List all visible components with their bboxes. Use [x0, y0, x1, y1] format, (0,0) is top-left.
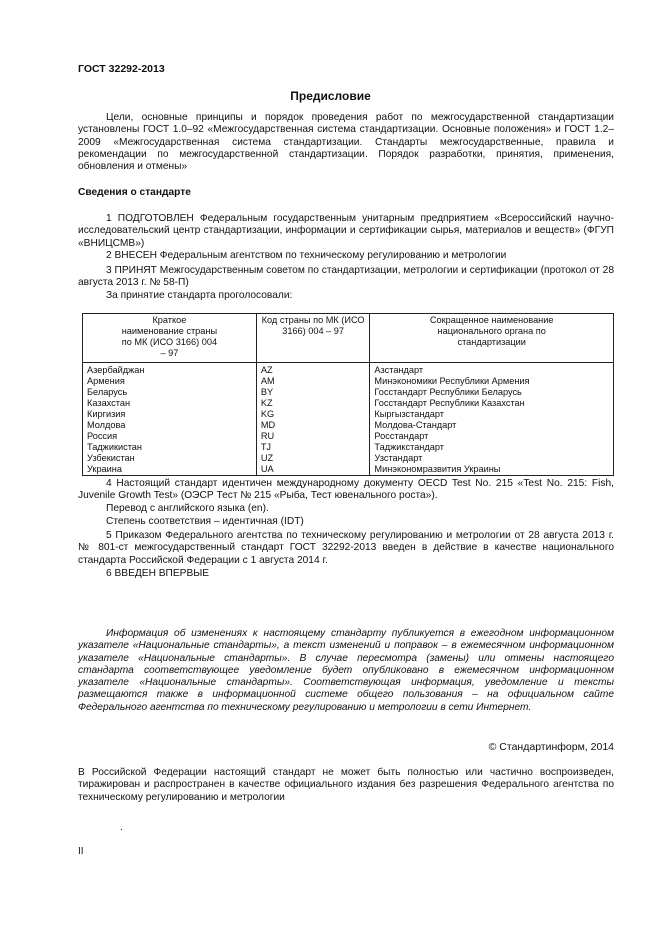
stray-dot: . [120, 822, 123, 833]
col-header-country [83, 314, 257, 363]
item-5-order: 5 Приказом Федерального агентства по техническому регулированию и метрологии от 28 августа 2013 г. № 801-ст межгосударственный стандарт ГОСТ 32292-2013 введен в действие в качестве национального стандарта Российской Федерации с 1 августа 2014 г. [78, 530, 614, 566]
cell-body: Росстандарт [370, 431, 614, 442]
cell-code: KZ [256, 398, 370, 409]
cell-country: Россия [83, 431, 257, 442]
cell-body: Госстандарт Республики Казахстан [370, 398, 614, 409]
cell-body: Молдова-Стандарт [370, 420, 614, 431]
cell-code: AM [256, 376, 370, 387]
page-number: II [78, 846, 84, 857]
cell-code: KG [256, 409, 370, 420]
item-2-introduced: 2 ВНЕСЕН Федеральным агентством по техническому регулированию и метрологии [106, 250, 507, 261]
cell-country: Киргизия [83, 409, 257, 420]
cell-body: Госстандарт Республики Беларусь [370, 387, 614, 398]
item-4-identical: 4 Настоящий стандарт идентичен международному документу OECD Test No. 215 «Test No. 215: Fish, Juvenile Growth Test» (ОЭСР Тест № 215 «Рыба, Тест ювенального роста»). [78, 478, 614, 502]
col-header-body-text: Сокращенное наименование национального органа по стандартизации [429, 315, 554, 347]
table-row [83, 420, 614, 431]
table-row [83, 398, 614, 409]
col-header-body [370, 314, 614, 363]
table-row [83, 431, 614, 442]
table-row [83, 464, 614, 476]
item-6-first-time: 6 ВВЕДЕН ВПЕРВЫЕ [106, 568, 210, 579]
cell-country: Таджикистан [83, 442, 257, 453]
col-header-code [256, 314, 370, 363]
cell-body: Минэкономразвития Украины [370, 464, 614, 476]
cell-body: Азстандарт [370, 363, 614, 377]
cell-body: Таджикстандарт [370, 442, 614, 453]
changes-notice: Информация об изменениях к настоящему стандарту публикуется в ежегодном информационном указателе «Национальные стандарты», а текст изменений и поправок – в ежемесячном информационном указателе «Национальные стандарты». В случае пересмотра (замены) или отмены настоящего стандарта соответствующее уведомление будет опубликовано в ежемесячном информационном указателе «Национальные стандарты». Соответствующая информация, уведомление и тексты размещаются также в информационной системе общего пользования – на официальном сайте Федерального агентства по техническому регулированию и метрологии в сети Интернет. [78, 628, 614, 713]
table-row [83, 376, 614, 387]
intro-paragraph: Цели, основные принципы и порядок проведения работ по межгосударственной стандартизации установлены ГОСТ 1.0–92 «Межгосударственная система стандартизации. Основные положения» и ГОСТ 1.2–2009 «Межгосударственная система стандартизации. Стандарты межгосударственные, правила и рекомендации по межгосударственной стандартизации. Порядок разработки, принятия, применения, обновления и отмены» [78, 112, 614, 173]
cell-body: Минэкономики Республики Армения [370, 376, 614, 387]
item-4-translation: Перевод с английского языка (en). [106, 503, 269, 514]
cell-body: Кыргызстандарт [370, 409, 614, 420]
item-4-degree: Степень соответствия – идентичная (IDT) [106, 516, 304, 527]
item-1-prepared: 1 ПОДГОТОВЛЕН Федеральным государственным унитарным предприятием «Всероссийский научно-исследовательский центр стандартизации, информации и сертификации сырья, материалов и веществ» (ФГУП «ВНИЦСМВ») [78, 213, 614, 249]
cell-body: Узстандарт [370, 453, 614, 464]
section-title: Сведения о стандарте [78, 187, 191, 198]
copyright: © Стандартинформ, 2014 [488, 741, 614, 753]
cell-code: UA [256, 464, 370, 476]
table-header-row [83, 314, 614, 363]
cell-code: MD [256, 420, 370, 431]
page-title: Предисловие [290, 89, 371, 103]
legal-notice: В Российской Федерации настоящий стандарт не может быть полностью или частично воспроизведен, тиражирован и распространен в качестве официального издания без разрешения Федерального агентства по техническому регулированию и метрологии [78, 767, 614, 803]
cell-country: Казахстан [83, 398, 257, 409]
item-3-adopted: 3 ПРИНЯТ Межгосударственным советом по стандартизации, метрологии и сертификации (протокол от 28 августа 2013 г. № 58-П) [78, 265, 614, 289]
col-header-code-text: Код страны по МК (ИСО 3166) 004 – 97 [261, 315, 365, 336]
cell-country: Молдова [83, 420, 257, 431]
cell-code: AZ [256, 363, 370, 377]
cell-country: Беларусь [83, 387, 257, 398]
cell-country: Украина [83, 464, 257, 476]
document-header: ГОСТ 32292-2013 [78, 63, 165, 75]
table-row [83, 363, 614, 377]
col-header-country-text: Краткое наименование страны по МК (ИСО 3166) 004 – 97 [121, 315, 218, 358]
cell-code: RU [256, 431, 370, 442]
countries-table [82, 313, 614, 476]
cell-country: Армения [83, 376, 257, 387]
table-row [83, 453, 614, 464]
table-row [83, 442, 614, 453]
cell-code: BY [256, 387, 370, 398]
cell-country: Азербайджан [83, 363, 257, 377]
table-row [83, 409, 614, 420]
item-3-voted: За принятие стандарта проголосовали: [106, 290, 293, 301]
table-row [83, 387, 614, 398]
cell-code: UZ [256, 453, 370, 464]
cell-code: TJ [256, 442, 370, 453]
cell-country: Узбекистан [83, 453, 257, 464]
